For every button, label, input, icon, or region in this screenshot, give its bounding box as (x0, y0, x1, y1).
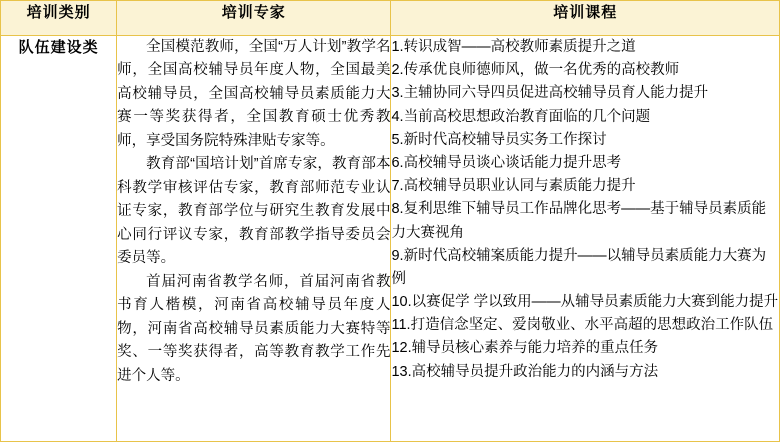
course-item: 9.新时代高校辅案质能力提升——以辅导员素质能力大赛为例 (391, 247, 767, 287)
table-row (1, 36, 780, 442)
expert-paragraph: 教育部“国培计划”首席专家，教育部本科教学审核评估专家，教育部师范专业认证专家，教育部学位与研究生教育发展中心同行评议专家，教育部教学指导委员会委员等。 (117, 156, 391, 267)
header-expert-label: 培训专家 (221, 4, 286, 21)
course-item: 3.主辅协同六导四员促进高校辅导员育人能力提升 (391, 85, 709, 102)
course-item: 6.高校辅导员谈心谈话能力提升思考 (391, 154, 622, 171)
header-course-label: 培训课程 (553, 4, 618, 21)
course-item: 8.复利思维下辅导员工作品牌化思考——基于辅导员素质能力大赛视角 (391, 201, 767, 241)
header-expert (117, 1, 391, 36)
header-category-label: 培训类别 (26, 4, 91, 21)
header-category (1, 1, 117, 36)
expert-paragraph: 首届河南省教学名师，首届河南省教书育人楷模，河南省高校辅导员年度人物，河南省高校辅导员素质能力大赛特等奖、一等奖获得者，高等教育教学工作先进个人等。 (117, 273, 391, 384)
course-item: 10.以赛促学 学以致用——从辅导员素质能力大赛到能力提升 (391, 294, 779, 311)
header-course (391, 1, 780, 36)
table-header-row (1, 1, 780, 36)
course-item: 2.传承优良师德师风，做一名优秀的高校教师 (391, 62, 680, 79)
cell-category: 队伍建设类 (1, 36, 117, 442)
cell-expert (117, 36, 391, 442)
table-body (1, 36, 780, 442)
course-item: 11.打造信念坚定、爱岗敬业、水平高超的思想政治工作队伍 (391, 317, 774, 334)
course-item: 4.当前高校思想政治教育面临的几个问题 (391, 108, 651, 125)
table-header (1, 1, 780, 36)
course-item: 1.转识成智——高校教师素质提升之道 (391, 39, 636, 55)
course-item: 13.高校辅导员提升政治能力的内涵与方法 (391, 363, 659, 380)
course-item: 5.新时代高校辅导员实务工作探讨 (391, 131, 607, 148)
cell-course (391, 36, 780, 442)
course-item: 7.高校辅导员职业认同与素质能力提升 (391, 178, 636, 195)
expert-paragraph: 全国模范教师，全国“万人计划”教学名师，全国高校辅导员年度人物，全国最美高校辅导员，全国高校辅导员素质能力大赛一等奖获得者，全国教育硕士优秀教师，享受国务院特殊津贴专家等。 (117, 39, 391, 149)
course-item: 12.辅导员核心素养与能力培养的重点任务 (391, 340, 659, 357)
